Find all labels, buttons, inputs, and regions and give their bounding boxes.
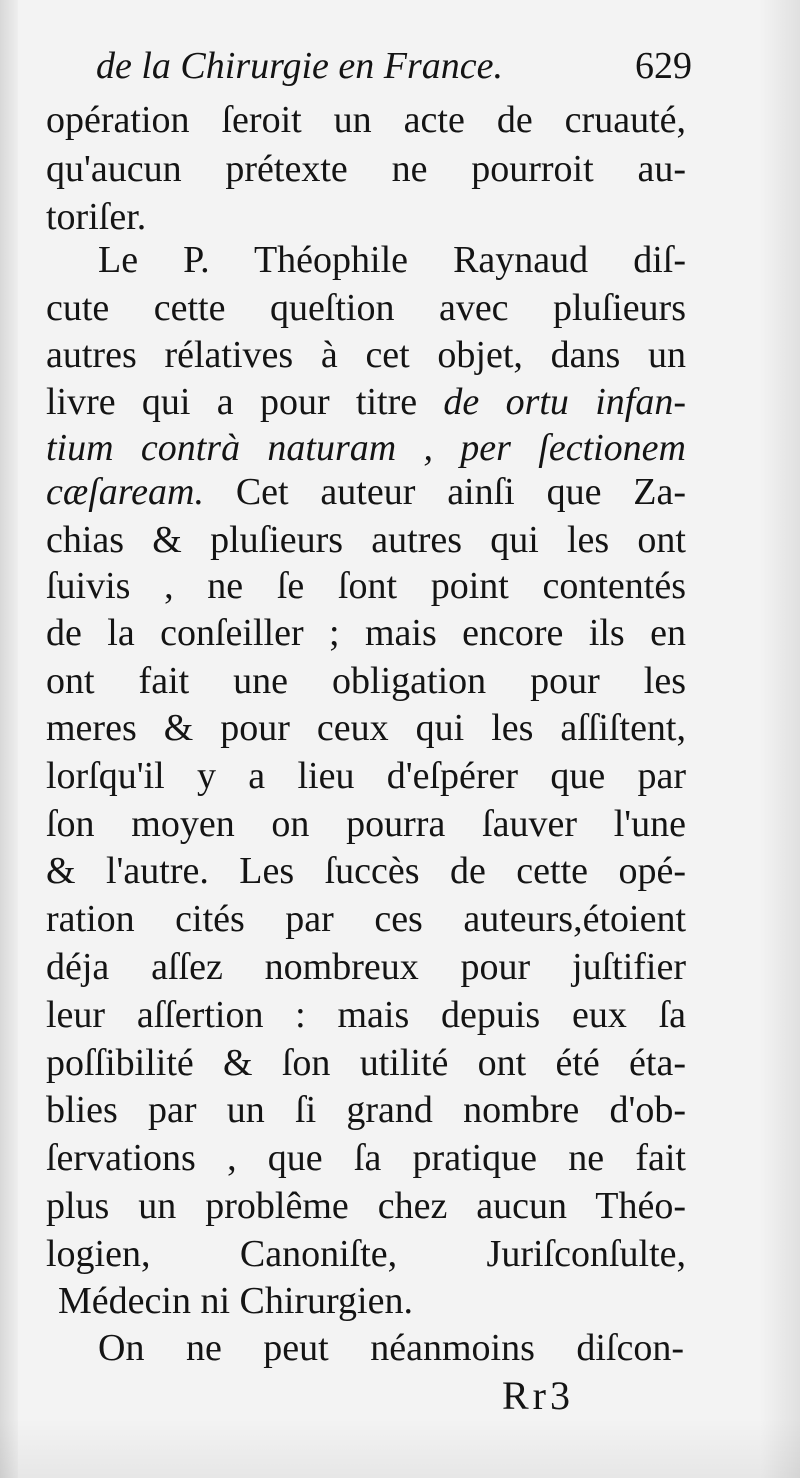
page-number: 629 <box>635 45 692 87</box>
text-line: toriſer. <box>46 196 147 238</box>
text-line: plus un problême chez aucun Théo- <box>46 1185 686 1227</box>
page-gutter <box>0 0 18 1478</box>
text-line: qu'aucun prétexte ne pourroit au- <box>46 148 686 190</box>
book-title-segment: cæſaream. <box>46 471 204 513</box>
signature-mark: Rr3 <box>502 1373 574 1418</box>
running-header <box>96 36 692 96</box>
text-line: logien, Canoniſte, Juriſconſulte, <box>46 1233 686 1275</box>
text-line: & l'autre. Les ſuccès de cette opé- <box>46 850 686 892</box>
page-edge-shadow <box>760 0 800 1478</box>
paragraph-start-line: On ne peut néanmoins diſcon- <box>98 1327 684 1369</box>
book-title-segment: de ortu infan- <box>443 381 687 423</box>
text-line: autres rélatives à cet objet, dans un <box>46 334 686 376</box>
paragraph-start-line: Le P. Théophile Raynaud diſ- <box>98 239 686 281</box>
text-line: lorſqu'il y a lieu d'eſpérer que par <box>46 755 686 797</box>
text-line <box>46 378 686 427</box>
text-line: déja aſſez nombreux pour juſtifier <box>46 946 686 988</box>
text-line: poſſibilité & ſon utilité ont été éta- <box>46 1042 686 1084</box>
page-bottom-shadow <box>0 1418 800 1478</box>
text-line: leur aſſertion : mais depuis eux ſa <box>46 994 686 1036</box>
text-line: Médecin ni Chirurgien. <box>58 1280 413 1322</box>
text-line: ſuivis , ne ſe ſont point contentés <box>46 565 686 607</box>
text-line: blies par un ſi grand nombre d'ob- <box>46 1089 686 1131</box>
text-line: ſon moyen on pourra ſauver l'une <box>46 803 686 845</box>
text-line: ration cités par ces auteurs,étoient <box>46 898 686 940</box>
text-line: ont fait une obligation pour les <box>46 660 686 702</box>
running-title: de la Chirurgie en France. <box>96 45 504 87</box>
book-title-line: tium contrà naturam , per ſectionem <box>46 427 686 469</box>
text-line: chias & pluſieurs autres qui les ont <box>46 519 686 561</box>
text-line: cute cette queſtion avec pluſieurs <box>46 287 686 329</box>
text-line: meres & pour ceux qui les aſſiſtent, <box>46 707 686 749</box>
text-segment: livre qui a pour titre <box>46 381 418 423</box>
text-line <box>46 468 686 517</box>
text-line: ſervations , que ſa pratique ne fait <box>46 1137 686 1179</box>
text-segment: Cet auteur ainſi que Za- <box>235 471 687 513</box>
text-line: de la conſeiller ; mais encore ils en <box>46 612 686 654</box>
text-line: opération ſeroit un acte de cruauté, <box>46 99 686 141</box>
